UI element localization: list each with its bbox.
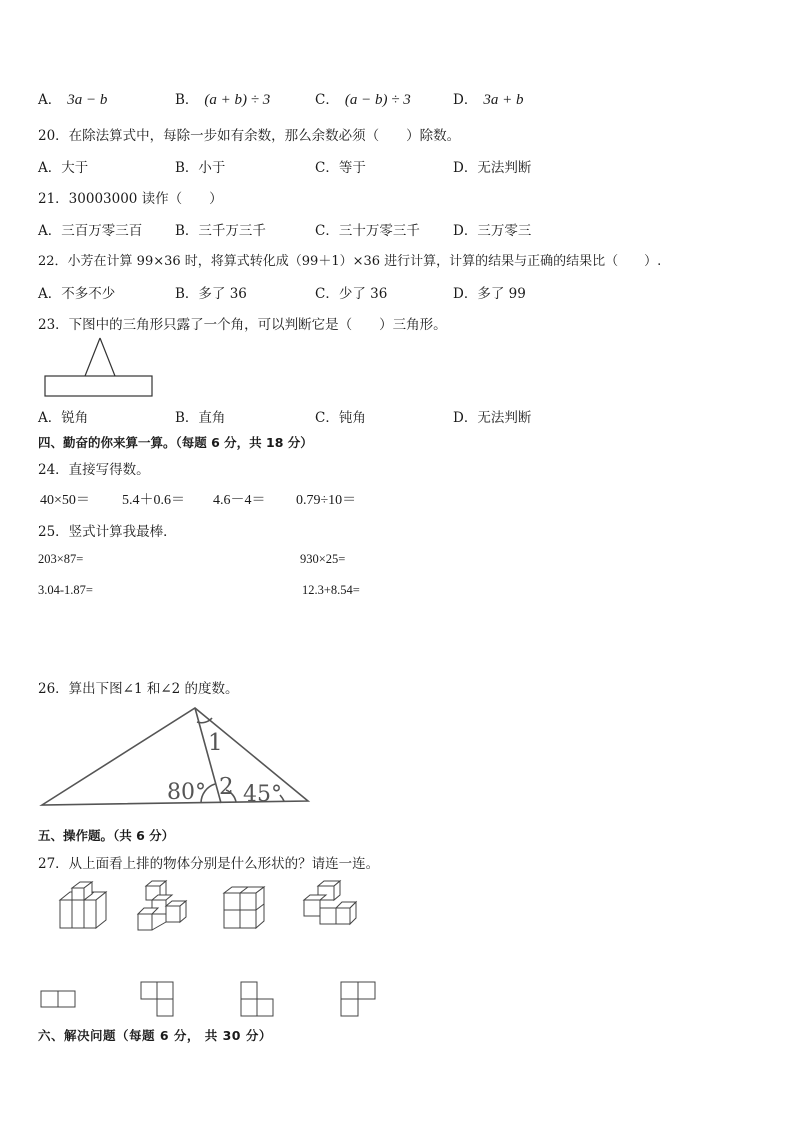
covering-rectangle xyxy=(45,376,152,396)
q23-option-c[interactable]: C．钝角 xyxy=(315,410,366,426)
q24-item-2[interactable]: 5.4＋0.6＝ xyxy=(122,493,185,508)
top-view-shape-4[interactable] xyxy=(340,980,380,1020)
cube-object-1[interactable] xyxy=(50,878,110,933)
q21-option-b[interactable]: B．三千万三千 xyxy=(175,223,266,239)
angle-2-label: 2 xyxy=(219,774,234,800)
q21-option-c[interactable]: C．三十万零三千 xyxy=(315,223,420,239)
q25-stem: 25．竖式计算我最棒． xyxy=(38,524,177,540)
q23-option-d[interactable]: D．无法判断 xyxy=(453,410,532,426)
q27-stem: 27．从上面看上排的物体分别是什么形状的？请连一连。 xyxy=(38,856,380,872)
q24-item-3[interactable]: 4.6－4＝ xyxy=(213,493,266,508)
cube-object-4[interactable] xyxy=(298,878,358,933)
q20-stem: 20．在除法算式中，每除一步如有余数，那么余数必须（ ）除数。 xyxy=(38,128,461,144)
q20-option-b[interactable]: B．小于 xyxy=(175,160,226,176)
top-view-shape-2[interactable] xyxy=(140,980,180,1020)
q25-item-4[interactable]: 12.3+8.54= xyxy=(302,583,360,597)
q20-option-a[interactable]: A．大于 xyxy=(38,160,89,176)
angle-triangle-figure xyxy=(0,700,794,810)
angle-80-label: 80° xyxy=(167,780,206,805)
triangle-right-side xyxy=(100,338,115,376)
q25-item-1[interactable]: 203×87= xyxy=(38,552,84,566)
q19-option-a[interactable]: A． 3a − b xyxy=(38,92,108,108)
q24-item-1[interactable]: 40×50＝ xyxy=(40,493,90,508)
q20-option-c[interactable]: C．等于 xyxy=(315,160,366,176)
q24-item-4[interactable]: 0.79÷10＝ xyxy=(296,493,357,508)
top-view-shape-1[interactable] xyxy=(40,988,80,1010)
angle-45-label: 45° xyxy=(243,782,282,807)
q25-item-2[interactable]: 930×25= xyxy=(300,552,346,566)
q22-stem: 22．小芳在计算 99×36 时，将算式转化成（99＋1）×36 进行计算，计算的结果与正确的结果比（ ）. xyxy=(38,254,662,269)
q21-option-a[interactable]: A．三百万零三百 xyxy=(38,223,143,239)
q22-option-c[interactable]: C．少了 36 xyxy=(315,286,388,302)
cube-object-2[interactable] xyxy=(132,880,192,935)
q26-stem: 26．算出下图∠1 和∠2 的度数。 xyxy=(38,681,239,697)
cube-object-3[interactable] xyxy=(218,883,278,933)
q22-option-a[interactable]: A．不多不少 xyxy=(38,286,116,302)
q20-option-d[interactable]: D．无法判断 xyxy=(453,160,532,176)
q21-option-d[interactable]: D．三万零三 xyxy=(453,223,532,239)
section-4-title: 四、勤奋的你来算一算。（每题 6 分，共 18 分） xyxy=(38,435,313,450)
q25-item-3[interactable]: 3.04-1.87= xyxy=(38,583,93,597)
triangle-left-side xyxy=(85,338,100,376)
hidden-triangle-figure xyxy=(40,336,160,398)
angle-1-label: 1 xyxy=(208,730,223,756)
q19-option-b[interactable]: B． (a + b) ÷ 3 xyxy=(175,92,271,108)
section-5-title: 五、操作题。（共 6 分） xyxy=(38,828,175,843)
q19-option-d[interactable]: D． 3a + b xyxy=(453,92,524,108)
top-view-shape-3[interactable] xyxy=(240,980,280,1020)
q22-option-b[interactable]: B．多了 36 xyxy=(175,286,247,302)
angle-1-arc xyxy=(197,718,212,723)
q21-stem: 21．30003000 读作（ ） xyxy=(38,191,223,207)
q23-option-b[interactable]: B．直角 xyxy=(175,410,226,426)
q23-option-a[interactable]: A．锐角 xyxy=(38,410,89,426)
q22-option-d[interactable]: D．多了 99 xyxy=(453,286,526,302)
q23-stem: 23．下图中的三角形只露了一个角，可以判断它是（ ）三角形。 xyxy=(38,317,447,333)
q19-option-c[interactable]: C． (a − b) ÷ 3 xyxy=(315,92,411,108)
section-6-title: 六、解决问题（每题 6 分， 共 30 分） xyxy=(38,1028,272,1043)
q24-stem: 24．直接写得数。 xyxy=(38,462,150,478)
